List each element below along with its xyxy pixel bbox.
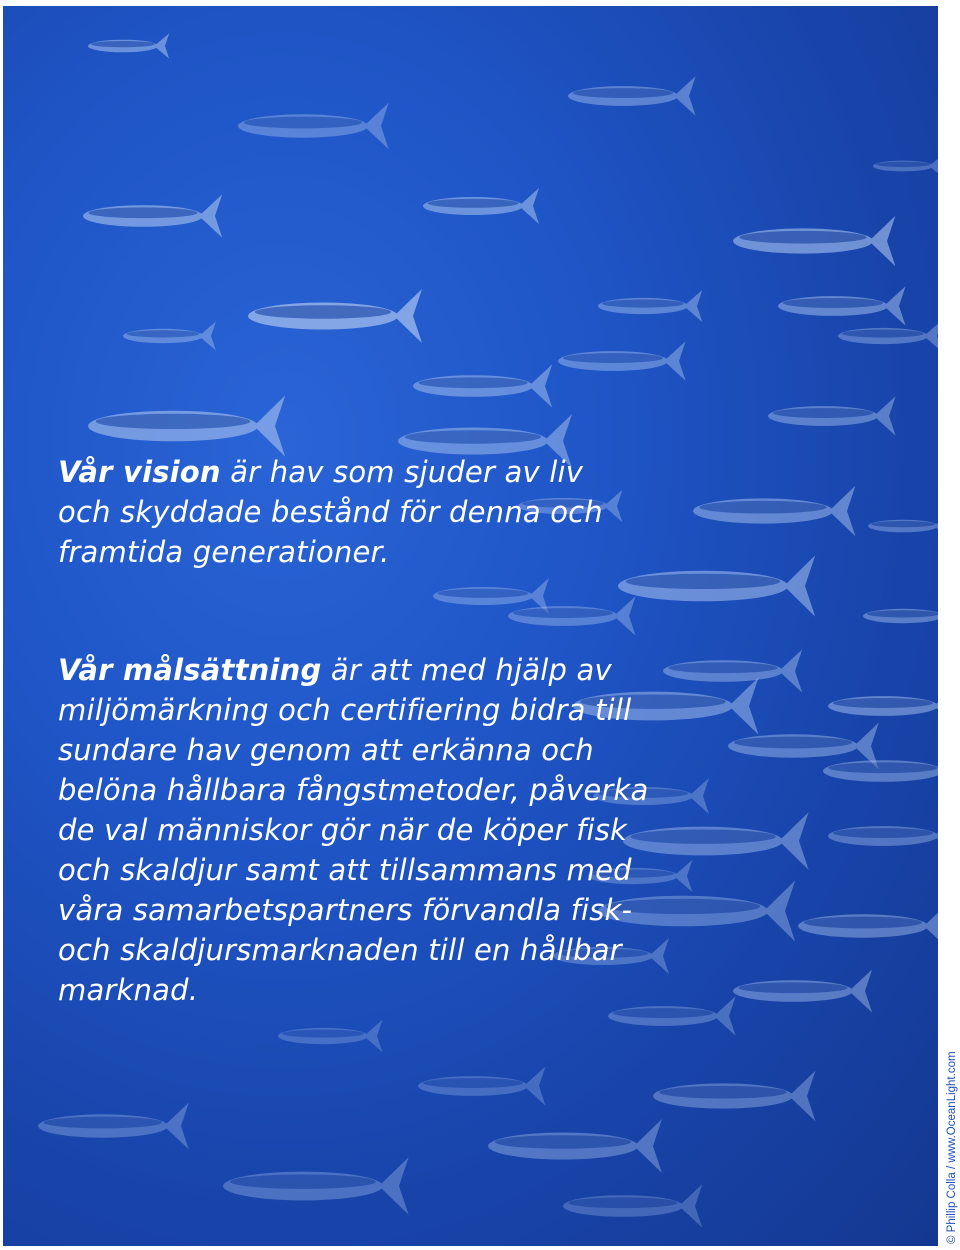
tuna-fish-10 (778, 286, 906, 326)
tuna-fish-25 (663, 649, 802, 692)
tuna-fish-23 (863, 602, 938, 631)
fish-school (3, 6, 938, 1246)
tuna-fish-42 (223, 1157, 409, 1215)
tuna-fish-6 (423, 188, 539, 224)
tuna-fish-44 (418, 1066, 546, 1106)
tuna-fish-7 (733, 216, 895, 266)
tuna-fish-43 (563, 1184, 702, 1227)
photo-credit: © Phillip Colla / www.OceanLight.com (946, 1051, 958, 1244)
vision-statement (58, 452, 618, 572)
tuna-fish-14 (838, 320, 938, 352)
tuna-fish-40 (488, 1119, 662, 1173)
goal-body: är att med hjälp av miljömärkning och certifiering bidra till sundare hav genom att erkänna och belöna hållbara fångstmetoder, påverka de val människor gör när de köper fisk och skaldjur samt att tillsammans med våra samarbetspartners förvandla fisk- och skaldjursmarknaden till en hållbar marknad. (58, 653, 649, 1007)
tuna-fish-24 (508, 596, 636, 636)
tuna-fish-45 (278, 1020, 382, 1052)
tuna-fish-11 (123, 322, 216, 351)
vision-body: är hav som sjuder av liv och skyddade bestånd för denna och framtida generationer. (58, 455, 603, 569)
tuna-fish-9 (598, 290, 702, 322)
goal-statement (58, 650, 658, 1010)
tuna-fish-15 (88, 395, 285, 456)
tuna-fish-2 (568, 76, 696, 116)
tuna-fish-35 (798, 903, 938, 950)
tuna-fish-19 (693, 486, 855, 536)
tuna-fish-13 (558, 341, 686, 381)
ocean-photo (3, 6, 938, 1246)
tuna-fish-8 (248, 289, 422, 343)
tuna-fish-20 (868, 513, 938, 538)
tuna-fish-32 (828, 816, 938, 856)
tuna-fish-3 (238, 103, 389, 150)
tuna-fish-37 (733, 969, 872, 1012)
tuna-fish-39 (653, 1071, 815, 1121)
tuna-fish-26 (828, 686, 938, 726)
goal-lead: Vår målsättning (58, 653, 322, 687)
tuna-fish-1 (88, 33, 169, 58)
vision-lead: Vår vision (58, 455, 221, 489)
tuna-fish-41 (38, 1103, 189, 1150)
tuna-fish-4 (873, 155, 938, 177)
tuna-fish-22 (618, 555, 815, 616)
tuna-fish-12 (413, 364, 552, 407)
tuna-fish-29 (823, 749, 938, 792)
tuna-fish-17 (768, 396, 896, 436)
tuna-fish-5 (83, 194, 222, 237)
